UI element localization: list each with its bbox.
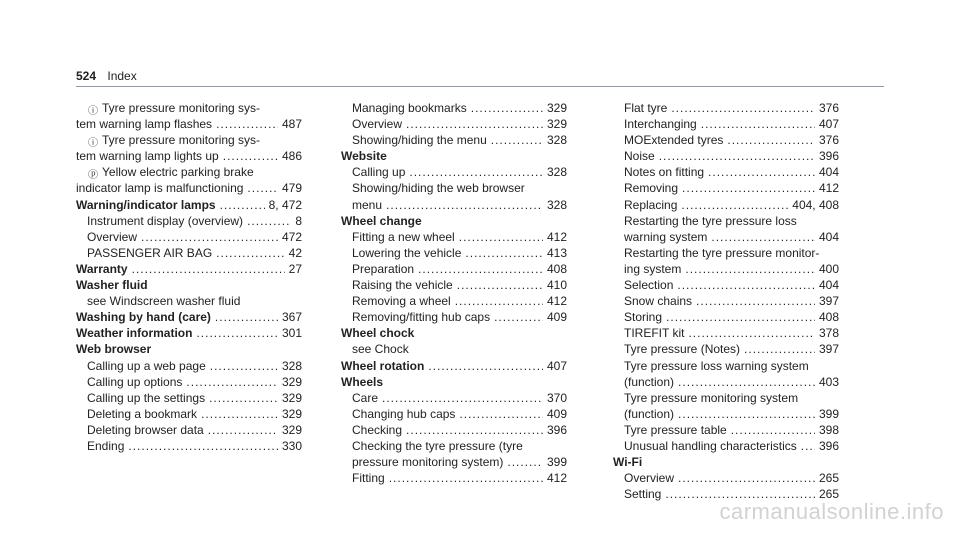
- index-entry-text: Wi-Fi: [613, 455, 643, 470]
- leader-dots: [471, 100, 543, 116]
- index-entry-instrument-display-overview[interactable]: [76, 213, 302, 229]
- page-reference[interactable]: 398: [818, 422, 839, 437]
- index-entry-tem-warning-lamp-lights-up[interactable]: [76, 148, 302, 164]
- index-entry-see-chock: [341, 341, 567, 357]
- tyre-pressure-warning-icon: ⓘ: [88, 106, 98, 117]
- page-reference[interactable]: 329: [546, 101, 567, 115]
- index-entry-text: Tyre pressure monitoring sys-: [102, 133, 261, 148]
- index-entry-function[interactable]: [613, 406, 839, 422]
- index-entry-text: Managing bookmarks: [352, 101, 467, 115]
- page-reference[interactable]: 487: [281, 117, 302, 132]
- index-entry-text: Overview: [624, 471, 675, 486]
- index-entry-text: Overview: [87, 229, 138, 244]
- index-entry-text: tem warning lamp flashes: [76, 117, 213, 132]
- page-reference[interactable]: 42: [288, 245, 302, 260]
- index-entry-text: Setting: [624, 487, 662, 502]
- index-entry-pressure-monitoring-system[interactable]: [341, 454, 567, 470]
- index-entry-overview[interactable]: [613, 470, 839, 486]
- index-entry-text: (function): [624, 374, 675, 389]
- leader-dots: [247, 180, 278, 196]
- leader-dots: [727, 132, 815, 148]
- leader-dots: [678, 406, 815, 422]
- page-reference[interactable]: 397: [818, 342, 839, 357]
- index-entry-website: [341, 148, 567, 164]
- index-entry-text: Noise: [624, 149, 655, 164]
- index-entry-restarting-the-tyre-pressure-loss: [613, 213, 839, 229]
- index-entry-flat-tyre[interactable]: [613, 100, 839, 116]
- leader-dots: [141, 229, 278, 245]
- page-reference[interactable]: 412: [818, 181, 839, 196]
- index-entry-text: Wheel rotation: [341, 358, 425, 373]
- leader-dots: [196, 325, 278, 341]
- page-reference[interactable]: 396: [546, 422, 567, 437]
- leader-dots: [494, 309, 543, 325]
- page-header: [76, 69, 137, 83]
- index-entry-text: Website: [341, 149, 387, 164]
- index-entry-text: Storing: [624, 310, 663, 325]
- index-entry-restarting-the-tyre-pressure-monitor: [613, 245, 839, 261]
- page-reference[interactable]: 328: [546, 197, 567, 212]
- page-reference[interactable]: 407: [546, 358, 567, 373]
- index-entry-text: MOExtended tyres: [624, 133, 724, 148]
- index-entry-text: Checking the tyre pressure (tyre: [352, 438, 523, 453]
- page-reference[interactable]: 367: [281, 310, 302, 325]
- index-entry-text: Removing: [624, 181, 679, 196]
- page-reference[interactable]: 412: [546, 471, 567, 486]
- page-reference[interactable]: 403: [818, 374, 839, 389]
- index-entry-calling-up-the-settings[interactable]: [76, 390, 302, 406]
- parking-brake-warning-icon: ⓟ: [88, 170, 98, 182]
- page-reference[interactable]: 404: [818, 278, 839, 293]
- index-entry-text: Wheels: [341, 374, 384, 389]
- index-entry-text: Showing/hiding the menu: [352, 133, 487, 148]
- index-entry-text: Notes on fitting: [624, 165, 705, 180]
- index-entry-text: see Windscreen washer fluid: [87, 294, 241, 309]
- index-entry-text: PASSENGER AIR BAG: [87, 245, 213, 260]
- page-reference[interactable]: 397: [818, 294, 839, 309]
- index-entry-web-browser: [76, 341, 302, 357]
- index-entry-showing-hiding-the-web-browser: [341, 180, 567, 196]
- header-rule: [76, 86, 884, 87]
- leader-dots: [682, 180, 815, 196]
- leader-dots: [428, 358, 543, 374]
- page-reference[interactable]: 412: [546, 229, 567, 244]
- page-reference[interactable]: 329: [546, 117, 567, 132]
- index-entry-text: tem warning lamp lights up: [76, 149, 219, 164]
- index-entry-menu[interactable]: [341, 197, 567, 213]
- index-entry-removing[interactable]: [613, 180, 839, 196]
- page-reference[interactable]: 404: [818, 165, 839, 180]
- tyre-pressure-warning-icon: ⓘ: [88, 138, 98, 150]
- index-column-2: [341, 100, 567, 486]
- leader-dots: [457, 277, 543, 293]
- index-entry-wheel-change: [341, 213, 567, 229]
- index-entry-text: Weather information: [76, 326, 193, 341]
- index-entry-yellow-electric-parking-brake: [76, 164, 302, 180]
- index-entry-text: Ending: [87, 438, 125, 453]
- page-reference[interactable]: 370: [546, 390, 567, 405]
- index-entry-showing-hiding-the-menu[interactable]: [341, 132, 567, 148]
- index-entry-text: Lowering the vehicle: [352, 245, 462, 260]
- leader-dots: [128, 438, 278, 454]
- index-entry-fitting[interactable]: [341, 470, 567, 486]
- leader-dots: [708, 164, 815, 180]
- index-entry-text: Web browser: [76, 342, 152, 357]
- index-entry-text: Calling up a web page: [87, 358, 206, 373]
- page-reference[interactable]: 301: [281, 326, 302, 341]
- leader-dots: [507, 454, 543, 470]
- watermark: carmanualsonline.info: [719, 499, 944, 524]
- leader-dots: [247, 213, 291, 229]
- leader-dots: [186, 374, 278, 390]
- leader-dots: [801, 438, 815, 454]
- page-reference[interactable]: 8, 472: [268, 197, 302, 212]
- index-entry-text: Washing by hand (care): [76, 310, 211, 325]
- index-entry-text: see Chock: [352, 342, 409, 357]
- index-entry-managing-bookmarks[interactable]: [341, 100, 567, 116]
- index-entry-care[interactable]: [341, 390, 567, 406]
- index-entry-checking[interactable]: [341, 422, 567, 438]
- page-reference[interactable]: 396: [818, 149, 839, 164]
- index-entry-tyre-pressure-monitoring-sys: [76, 100, 302, 116]
- index-entry-text: Flat tyre: [624, 101, 668, 115]
- page-reference[interactable]: 400: [818, 261, 839, 276]
- index-entry-text: TIREFIT kit: [624, 326, 685, 341]
- leader-dots: [696, 293, 815, 309]
- leader-dots: [386, 197, 543, 213]
- leader-dots: [382, 390, 543, 406]
- leader-dots: [666, 309, 815, 325]
- index-entry-text: Instrument display (overview): [87, 213, 244, 228]
- index-entry-text: Replacing: [624, 197, 678, 212]
- leader-dots: [688, 325, 815, 341]
- leader-dots: [455, 293, 543, 309]
- index-entry-text: ing system: [624, 261, 682, 276]
- index-entry-ing-system[interactable]: [613, 261, 839, 277]
- page-reference[interactable]: 410: [546, 278, 567, 293]
- index-entry-unusual-handling-characteristics[interactable]: [613, 438, 839, 454]
- index-entry-lowering-the-vehicle[interactable]: [341, 245, 567, 261]
- index-entry-storing[interactable]: [613, 309, 839, 325]
- index-entry-washer-fluid: [76, 277, 302, 293]
- leader-dots: [677, 277, 815, 293]
- index-entry-text: Wheel change: [341, 213, 422, 228]
- index-entry-deleting-a-bookmark[interactable]: [76, 406, 302, 422]
- page-reference[interactable]: 378: [818, 326, 839, 341]
- index-entry-tem-warning-lamp-flashes[interactable]: [76, 116, 302, 132]
- index-entry-tyre-pressure-loss-warning-system: [613, 358, 839, 374]
- leader-dots: [406, 116, 543, 132]
- page-reference[interactable]: 409: [546, 310, 567, 325]
- index-entry-selection[interactable]: [613, 277, 839, 293]
- index-entry-text: Changing hub caps: [352, 406, 456, 421]
- index-entry-text: Interchanging: [624, 117, 697, 132]
- index-entry-text: Calling up options: [87, 374, 183, 389]
- index-entry-washing-by-hand-care[interactable]: [76, 309, 302, 325]
- page-reference[interactable]: 412: [546, 294, 567, 309]
- page-reference[interactable]: 396: [818, 438, 839, 453]
- leader-dots: [132, 261, 285, 277]
- index-entry-text: Overview: [352, 117, 403, 132]
- index-entry-text: Warning/indicator lamps: [76, 197, 216, 212]
- index-entry-text: Removing a wheel: [352, 294, 451, 309]
- leader-dots: [210, 358, 278, 374]
- leader-dots: [406, 422, 543, 438]
- index-entry-changing-hub-caps[interactable]: [341, 406, 567, 422]
- leader-dots: [711, 229, 815, 245]
- index-entry-calling-up[interactable]: [341, 164, 567, 180]
- index-entry-text: Restarting the tyre pressure monitor-: [624, 245, 820, 260]
- index-entry-calling-up-a-web-page[interactable]: [76, 358, 302, 374]
- index-entry-preparation[interactable]: [341, 261, 567, 277]
- index-entry-text: Fitting a new wheel: [352, 229, 455, 244]
- index-entry-wheel-chock: [341, 325, 567, 341]
- section-title: Index: [107, 69, 137, 83]
- page-reference[interactable]: 328: [546, 165, 567, 180]
- index-entry-overview[interactable]: [341, 116, 567, 132]
- leader-dots: [209, 390, 278, 406]
- index-entry-text: Tyre pressure table: [624, 422, 727, 437]
- index-entry-passenger-air-bag[interactable]: [76, 245, 302, 261]
- page-reference[interactable]: 404, 408: [792, 197, 839, 212]
- index-entry-text: Tyre pressure monitoring system: [624, 390, 799, 405]
- leader-dots: [731, 422, 815, 438]
- page-reference[interactable]: 399: [546, 455, 567, 470]
- page-number: 524: [76, 69, 97, 83]
- page-reference[interactable]: 265: [818, 487, 839, 502]
- index-entry-calling-up-options[interactable]: [76, 374, 302, 390]
- index-entry-indicator-lamp-is-malfunctioning[interactable]: [76, 180, 302, 196]
- page-reference[interactable]: 486: [281, 149, 302, 164]
- index-entry-weather-information[interactable]: [76, 325, 302, 341]
- page-reference[interactable]: 408: [546, 261, 567, 276]
- index-entry-text: Removing/fitting hub caps: [352, 310, 491, 325]
- index-entry-wi-fi: [613, 454, 839, 470]
- page-reference[interactable]: 328: [546, 133, 567, 148]
- index-entry-interchanging[interactable]: [613, 116, 839, 132]
- index-entry-wheel-rotation[interactable]: [341, 358, 567, 374]
- index-entry-text: Fitting: [352, 471, 385, 486]
- leader-dots: [201, 406, 278, 422]
- page-reference[interactable]: 399: [818, 406, 839, 421]
- leader-dots: [659, 148, 815, 164]
- index-entry-text: Showing/hiding the web browser: [352, 181, 525, 196]
- index-entry-tyre-pressure-monitoring-sys: [76, 132, 302, 148]
- index-column-3: [613, 100, 839, 502]
- page-reference[interactable]: 376: [818, 133, 839, 148]
- leader-dots: [223, 148, 278, 164]
- leader-dots: [216, 245, 284, 261]
- index-entry-text: Tyre pressure (Notes): [624, 342, 741, 357]
- index-entry-text: Snow chains: [624, 294, 693, 309]
- index-entry-text: Deleting a bookmark: [87, 406, 198, 421]
- index-entry-noise[interactable]: [613, 148, 839, 164]
- index-entry-function[interactable]: [613, 374, 839, 390]
- index-entry-wheels: [341, 374, 567, 390]
- index-entry-snow-chains[interactable]: [613, 293, 839, 309]
- index-entry-removing-a-wheel[interactable]: [341, 293, 567, 309]
- page-reference[interactable]: 329: [281, 390, 302, 405]
- leader-dots: [220, 197, 265, 213]
- index-entry-text: Checking: [352, 422, 403, 437]
- index-entry-text: pressure monitoring system): [352, 455, 504, 470]
- leader-dots: [409, 164, 543, 180]
- page-reference[interactable]: 27: [288, 261, 302, 276]
- index-entry-notes-on-fitting[interactable]: [613, 164, 839, 180]
- page-reference[interactable]: 328: [281, 358, 302, 373]
- index-entry-text: Care: [352, 390, 379, 405]
- index-entry-tyre-pressure-monitoring-system: [613, 390, 839, 406]
- index-entry-text: menu: [352, 197, 383, 212]
- page-reference[interactable]: 407: [818, 117, 839, 132]
- index-column-1: [76, 100, 302, 454]
- leader-dots: [465, 245, 543, 261]
- index-entry-text: Selection: [624, 278, 674, 293]
- index-entry-see-windscreen-washer-fluid: [76, 293, 302, 309]
- page-reference[interactable]: 8: [295, 213, 302, 228]
- index-entry-text: Tyre pressure loss warning system: [624, 358, 809, 373]
- index-entry-tyre-pressure-notes[interactable]: [613, 341, 839, 357]
- index-entry-warning-system[interactable]: [613, 229, 839, 245]
- index-entry-text: Calling up: [352, 165, 406, 180]
- page-reference[interactable]: 329: [281, 406, 302, 421]
- index-entry-text: Raising the vehicle: [352, 278, 453, 293]
- index-entry-text: Warranty: [76, 261, 128, 276]
- page-reference[interactable]: 376: [818, 101, 839, 115]
- index-entry-text: Calling up the settings: [87, 390, 206, 405]
- index-entry-raising-the-vehicle[interactable]: [341, 277, 567, 293]
- leader-dots: [418, 261, 543, 277]
- index-entry-text: Washer fluid: [76, 278, 148, 293]
- index-entry-text: Wheel chock: [341, 326, 415, 341]
- page-reference[interactable]: 409: [546, 406, 567, 421]
- leader-dots: [215, 309, 278, 325]
- leader-dots: [701, 116, 815, 132]
- index-entry-overview[interactable]: [76, 229, 302, 245]
- index-entry-replacing[interactable]: [613, 197, 839, 213]
- index-entry-fitting-a-new-wheel[interactable]: [341, 229, 567, 245]
- index-entry-text: Yellow electric parking brake: [102, 165, 254, 180]
- page-reference[interactable]: 408: [818, 310, 839, 325]
- index-entry-text: warning system: [624, 229, 708, 244]
- leader-dots: [671, 100, 815, 116]
- page-reference[interactable]: 265: [818, 471, 839, 486]
- index-entry-text: (function): [624, 406, 675, 421]
- index-entry-text: Preparation: [352, 261, 415, 276]
- index-entry-text: Unusual handling characteristics: [624, 438, 797, 453]
- index-entry-warning-indicator-lamps[interactable]: [76, 197, 302, 213]
- page-reference[interactable]: 413: [546, 245, 567, 260]
- leader-dots: [216, 116, 278, 132]
- leader-dots: [685, 261, 815, 277]
- index-entry-tirefit-kit[interactable]: [613, 325, 839, 341]
- leader-dots: [459, 406, 543, 422]
- index-entry-warranty[interactable]: [76, 261, 302, 277]
- page-reference[interactable]: 329: [281, 422, 302, 437]
- page-reference[interactable]: 472: [281, 229, 302, 244]
- index-entry-deleting-browser-data[interactable]: [76, 422, 302, 438]
- leader-dots: [459, 229, 543, 245]
- page-reference[interactable]: 330: [281, 438, 302, 453]
- leader-dots: [678, 374, 815, 390]
- leader-dots: [491, 132, 543, 148]
- index-entry-ending[interactable]: [76, 438, 302, 454]
- index-entry-tyre-pressure-table[interactable]: [613, 422, 839, 438]
- leader-dots: [744, 341, 815, 357]
- index-entry-text: Tyre pressure monitoring sys-: [102, 101, 261, 115]
- leader-dots: [681, 197, 788, 213]
- page-reference[interactable]: 404: [818, 229, 839, 244]
- index-entry-text: indicator lamp is malfunctioning: [76, 181, 244, 196]
- page-reference[interactable]: 479: [281, 181, 302, 196]
- page-reference[interactable]: 329: [281, 374, 302, 389]
- leader-dots: [208, 422, 278, 438]
- index-entry-removing-fitting-hub-caps[interactable]: [341, 309, 567, 325]
- index-entry-checking-the-tyre-pressure-tyre: [341, 438, 567, 454]
- index-entry-text: Restarting the tyre pressure loss: [624, 213, 797, 228]
- leader-dots: [678, 470, 815, 486]
- index-entry-text: Deleting browser data: [87, 422, 204, 437]
- index-entry-moextended-tyres[interactable]: [613, 132, 839, 148]
- leader-dots: [389, 470, 543, 486]
